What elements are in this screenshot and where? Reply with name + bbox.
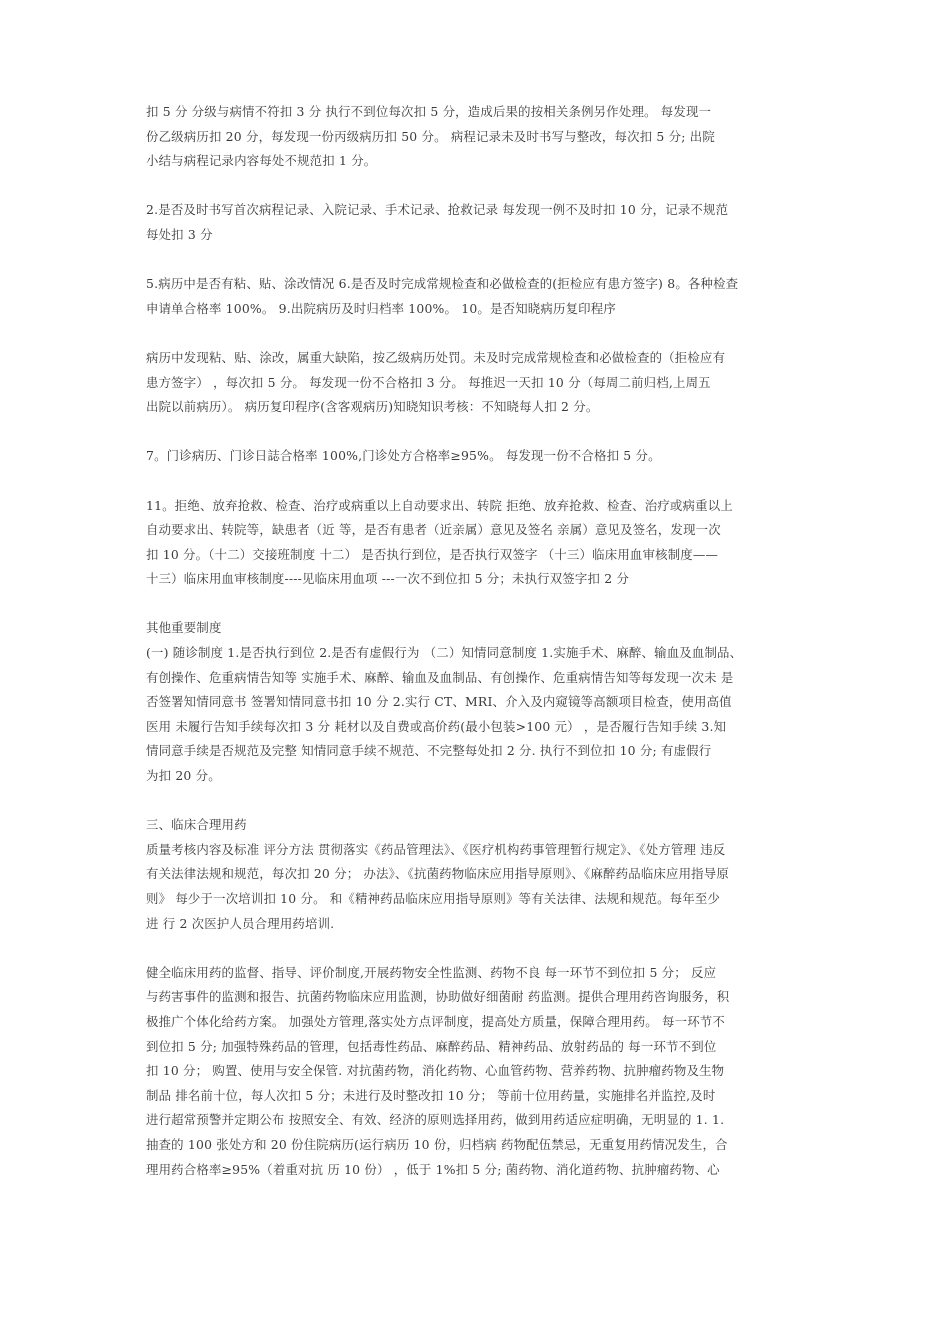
paragraph [146,641,810,789]
text-line: 十三）临床用血审核制度----见临床用血项 ---一次不到位扣 5 分；未执行双签字扣 2 分 [146,571,630,587]
text-line: 理用药合格率≥95%（着重对抗 历 10 份） ，低于 1%扣 5 分; 菌药物、消化道药物、抗肿瘤药物、心 [146,1161,720,1177]
text-line: 情同意手续是否规范及完整 知情同意手续不规范、不完整每处扣 2 分. 执行不到位扣 10 分; 有虚假行 [146,743,712,759]
text-line: 5.病历中是否有粘、贴、涂改情况 6.是否及时完成常规检查和必做检查的(拒检应有患方签字) 8。各种检查 [146,276,739,292]
text-line: 小结与病程记录内容每处不规范扣 1 分。 [146,153,377,169]
paragraph [146,444,810,469]
text-line: 自动要求出、转院等，缺患者（近 等，是否有患者（近亲属）意见及签名 亲属）意见及签名，发现一次 [146,522,721,538]
text-line: 扣 10 分； 购置、使用与安全保管. 对抗菌药物，消化药物、心血管药物、营养药物、抗肿瘤药物及生物 [146,1063,725,1079]
text-line: 患方签字） ，每次扣 5 分。 每发现一份不合格扣 3 分。 每推迟一天扣 10 分（每周二前归档,上周五 [146,374,711,390]
text-line: 扣 10 分。（十二）交接班制度 十二） 是否执行到位，是否执行双签字 （十三）临床用血审核制度—— [146,546,719,562]
text-line: 出院以前病历）。 病历复印程序(含客观病历)知晓知识考核：不知晓每人扣 2 分。 [146,399,599,415]
text-line: 申请单合格率 100%。 9.出院病历及时归档率 100%。 10。是否知晓病历复印程序 [146,300,616,316]
document-page [146,100,810,1207]
paragraph [146,494,810,592]
text-line: 抽查的 100 张处方和 20 份住院病历(运行病历 10 份，归档病 药物配伍禁忌，无重复用药情况发生，合 [146,1136,728,1152]
text-line: 有关法律法规和规范，每次扣 20 分； 办法》、《抗菌药物临床应用指导原则》、《麻醉药品临床应用指导原 [146,866,729,882]
text-line: 11。拒绝、放弃抢救、检查、治疗或病重以上自动要求出、转院 拒绝、放弃抢救、检查、治疗或病重以上 [146,497,733,513]
paragraph [146,838,810,936]
text-line: (一) 随诊制度 1.是否执行到位 2.是否有虚假行为 （二）知情同意制度 1.实施手术、麻醉、输血及血制品、 [146,645,743,661]
text-line: 则》 每少于一次培训扣 10 分。 和《精神药品临床应用指导原则》等有关法律、法规和规范。每年至少 [146,891,721,906]
text-line: 扣 5 分 分级与病情不符扣 3 分 执行不到位每次扣 5 分，造成后果的按相关条例另作处理。 每发现一 [146,104,712,119]
paragraph [146,961,810,1182]
text-line: 份乙级病历扣 20 分，每发现一份丙级病历扣 50 分。 病程记录未及时书写与整改，每次扣 5 分; 出院 [146,128,715,144]
text-line: 有创操作、危重病情告知等 实施手术、麻醉、输血及血制品、有创操作、危重病情告知等每发现一次未 是 [146,669,734,685]
text-line: 每处扣 3 分 [146,226,213,242]
text-line: 质量考核内容及标准 评分方法 贯彻落实《药品管理法》、《医疗机构药事管理暂行规定》、《处方管理 违反 [146,841,726,857]
text-line: 到位扣 5 分; 加强特殊药品的管理，包括毒性药品、麻醉药品、精神药品、放射药品的 每一环节不到位 [146,1038,717,1054]
text-line: 进 行 2 次医护人员合理用药培训. [146,915,335,931]
paragraph [146,616,810,641]
text-line: 与药害事件的监测和报告、抗菌药物临床应用监测，协助做好细菌耐 药监测。提供合理用药咨询服务，积 [146,989,730,1005]
text-line: 病历中发现粘、贴、涂改，属重大缺陷，按乙级病历处罚。未及时完成常规检查和必做检查的（拒检应有 [146,349,726,365]
text-line: 医用 未履行告知手续每次扣 3 分 耗材以及自费或高价药(最小包装>100 元） ，是否履行告知手续 3.知 [146,718,727,734]
paragraph [146,198,810,247]
text-line: 其他重要制度 [146,620,222,636]
text-line: 7。门诊病历、门诊日誌合格率 100%,门诊处方合格率≥95%。 每发现一份不合格扣 5 分。 [146,448,661,464]
text-line: 三、临床合理用药 [146,817,247,833]
text-line: 制品 排名前十位，每人次扣 5 分；未进行及时整改扣 10 分； 等前十位用药量，实施排名并监控,及时 [146,1087,716,1103]
paragraph [146,346,810,420]
paragraph [146,100,810,174]
text-line: 进行超常预警并定期公布 按照安全、有效、经济的原则选择用药，做到用药适应症明确，无明显的 1. 1. [146,1112,725,1128]
text-line: 极推广个体化给药方案。 加强处方管理,落实处方点评制度，提高处方质量，保障合理用药。 每一环节不 [146,1013,725,1029]
paragraph [146,813,810,838]
text-line: 健全临床用药的监督、指导、评价制度,开展药物安全性监测、药物不良 每一环节不到位扣 5 分； 反应 [146,964,717,980]
text-line: 2.是否及时书写首次病程记录、入院记录、手术记录、抢救记录 每发现一例不及时扣 10 分，记录不规范 [146,202,729,218]
paragraph [146,272,810,321]
text-line: 为扣 20 分。 [146,768,221,784]
text-line: 否签署知情同意书 签署知情同意书扣 10 分 2.实行 CT、MRI、介入及内窥镜等高额项目检查，使用高值 [146,694,732,710]
